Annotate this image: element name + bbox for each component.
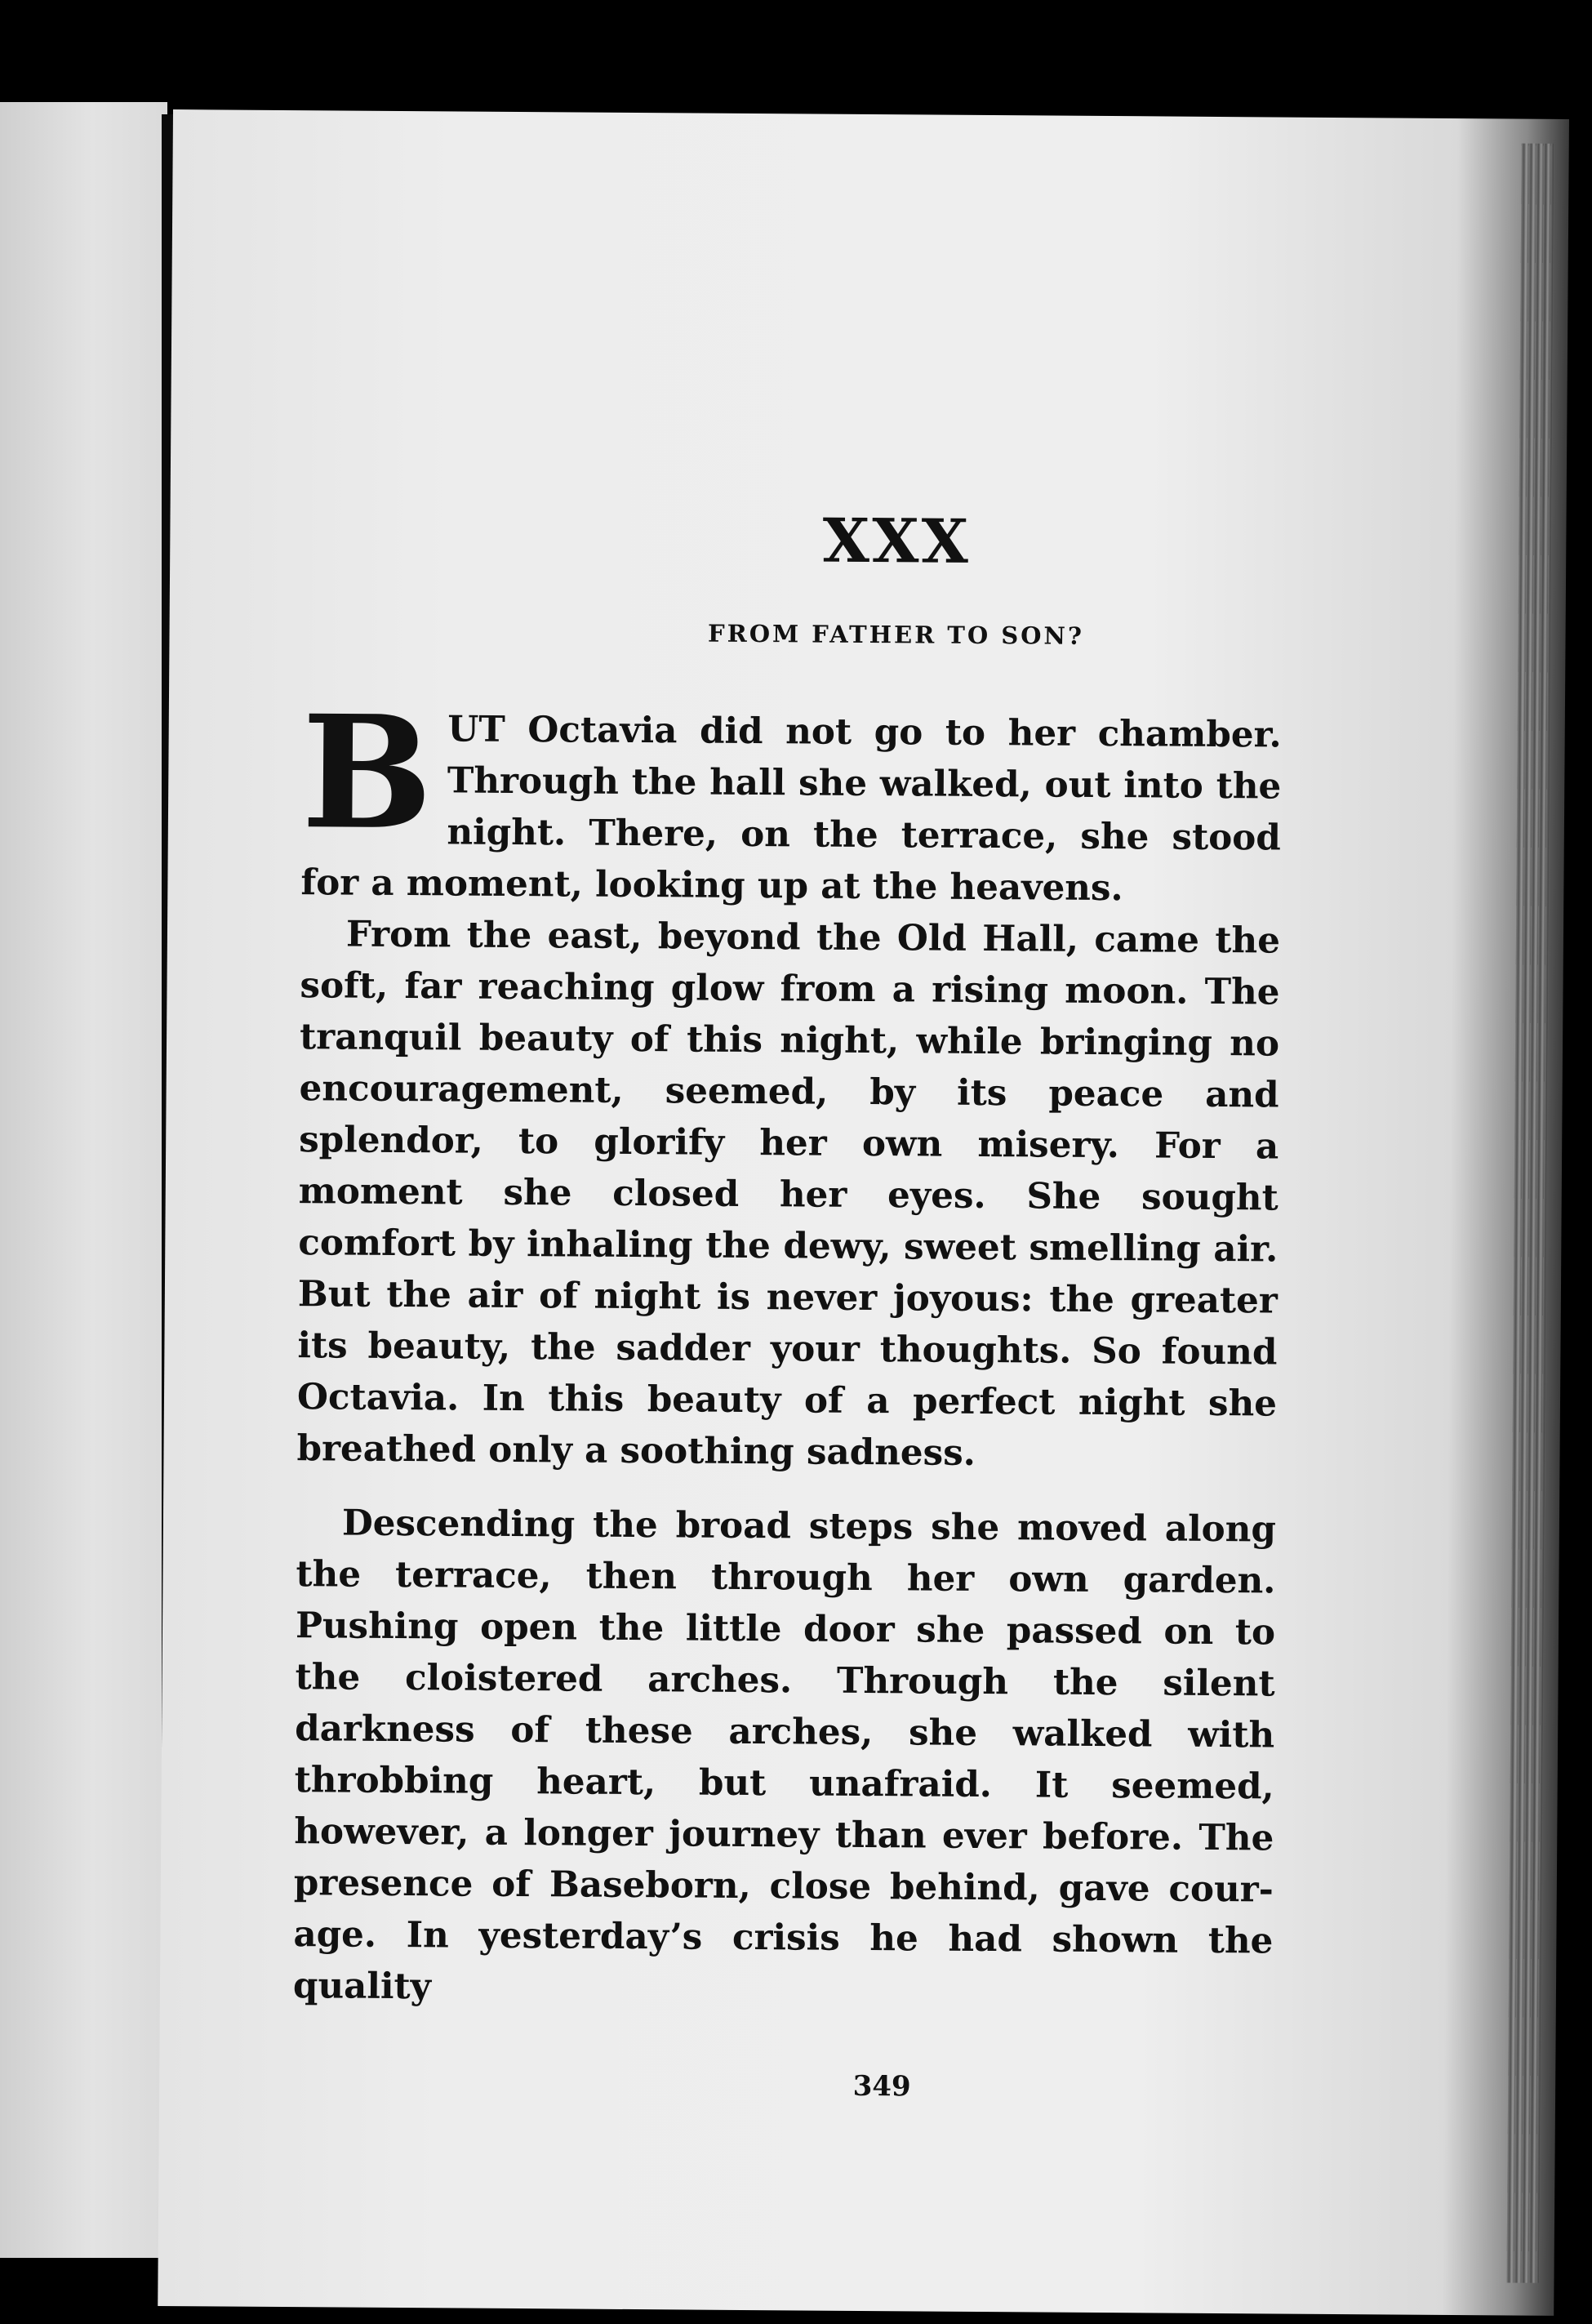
paragraph-1: [300, 681, 1282, 915]
chapter-title: FROM FATHER TO SON?: [707, 619, 1085, 650]
paragraph-text: UT Octavia did not go to her chamber. Through the hall she walked, out into the night. There, on the terrace, she stood for a moment, looking up at the heavens.: [300, 708, 1282, 910]
facing-page: [0, 102, 167, 2258]
chapter-number: XXX: [822, 505, 972, 577]
paragraph-3: Descending the broad steps she moved along the terrace, then through her own garden. Pushing open the little door she passed on to the cloistered arches. Through the silent darkness of these arches, she walked with throbbing heart, but unafraid. It seemed, however, a longer journey than ever before. The presence of Baseborn, close behind, gave courage. In yesterday’s crisis he had shown the quality: [292, 1502, 1277, 2008]
page-number: 349: [852, 2069, 911, 2104]
page-edge-shadow: [1506, 144, 1554, 2283]
book-page: [158, 109, 1569, 2316]
paragraph-2: From the east, beyond the Old Hall, came the soft, far reaching glow from a rising moon. The tranquil beauty of this night, while bringing no encouragement, seemed, by its peace and splendor, to glorify her own misery. For a moment she closed her eyes. She sought comfort by inhaling the dewy, sweet smelling air. But the air of night is never joyous: the greater its beauty, the sadder your thoughts. So found Octavia. In this beauty of a perfect night she breathed only a soothing sadness.: [296, 913, 1281, 1474]
body-text: [292, 681, 1282, 2018]
drop-cap: B: [300, 681, 434, 865]
